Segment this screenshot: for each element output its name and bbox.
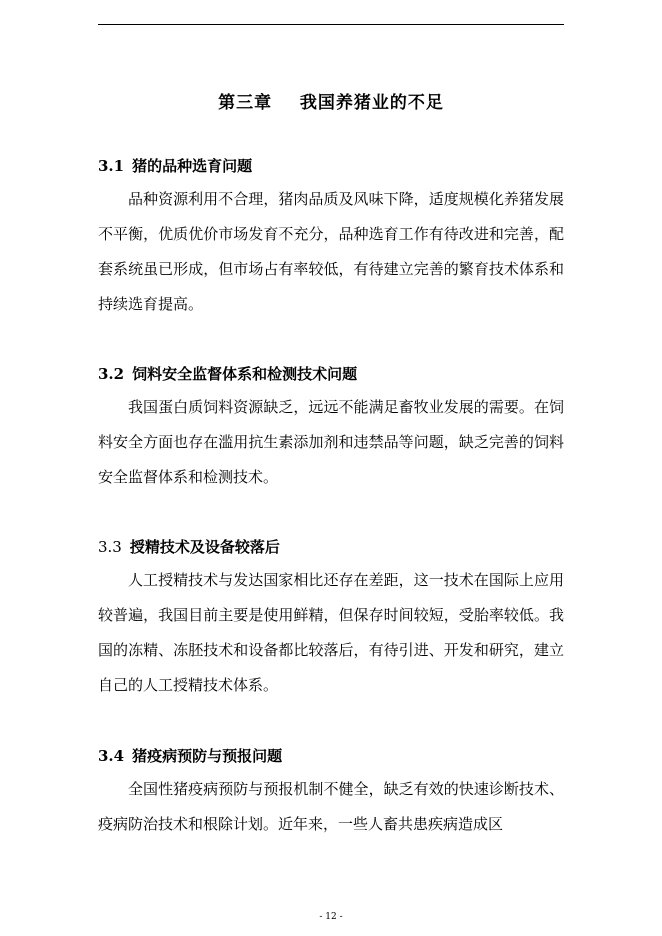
section-paragraph: 我国蛋白质饲料资源缺乏，远远不能满足畜牧业发展的需要。在饲料安全方面也存在滥用抗生素添加剂和违禁品等问题，缺乏完善的饲料安全监督体系和检测技术。 xyxy=(98,398,564,486)
section-number: 3.1 xyxy=(98,157,125,175)
page-number: - 12 - xyxy=(319,912,343,922)
section-number: 3.3 xyxy=(98,538,122,556)
section-title: 授精技术及设备较落后 xyxy=(129,538,280,556)
section-title: 猪疫病预防与预报问题 xyxy=(132,747,283,765)
header-rule xyxy=(98,24,564,25)
section-number: 3.2 xyxy=(98,365,125,383)
section-heading xyxy=(98,362,564,386)
section-title: 饲料安全监督体系和检测技术问题 xyxy=(132,365,358,383)
section-title: 猪的品种选育问题 xyxy=(132,157,253,175)
section-number: 3.4 xyxy=(98,747,125,765)
chapter-title: 第三章 我国养猪业的不足 xyxy=(218,93,444,113)
section-heading xyxy=(98,744,564,768)
section-paragraph: 全国性猪疫病预防与预报机制不健全，缺乏有效的快速诊断技术、疫病防治技术和根除计划。近年来，一些人畜共患疾病造成区 xyxy=(98,780,564,833)
section-heading xyxy=(98,154,564,178)
section-3-3 xyxy=(98,535,564,703)
section-heading xyxy=(98,535,564,559)
section-paragraph: 人工授精技术与发达国家相比还存在差距，这一技术在国际上应用较普遍，我国目前主要是使用鲜精，但保存时间较短，受胎率较低。我国的冻精、冻胚技术和设备都比较落后，有待引进、开发和研究，建立自己的人工授精技术体系。 xyxy=(98,571,564,694)
section-paragraph: 品种资源利用不合理，猪肉品质及风味下降，适度规模化养猪发展不平衡，优质优价市场发育不充分，品种选育工作有待改进和完善，配套系统虽已形成，但市场占有率较低，有待建立完善的繁育技术体系和持续选育提高。 xyxy=(98,190,564,313)
section-3-2 xyxy=(98,362,564,495)
section-3-4 xyxy=(98,744,564,842)
section-3-1 xyxy=(98,154,564,322)
